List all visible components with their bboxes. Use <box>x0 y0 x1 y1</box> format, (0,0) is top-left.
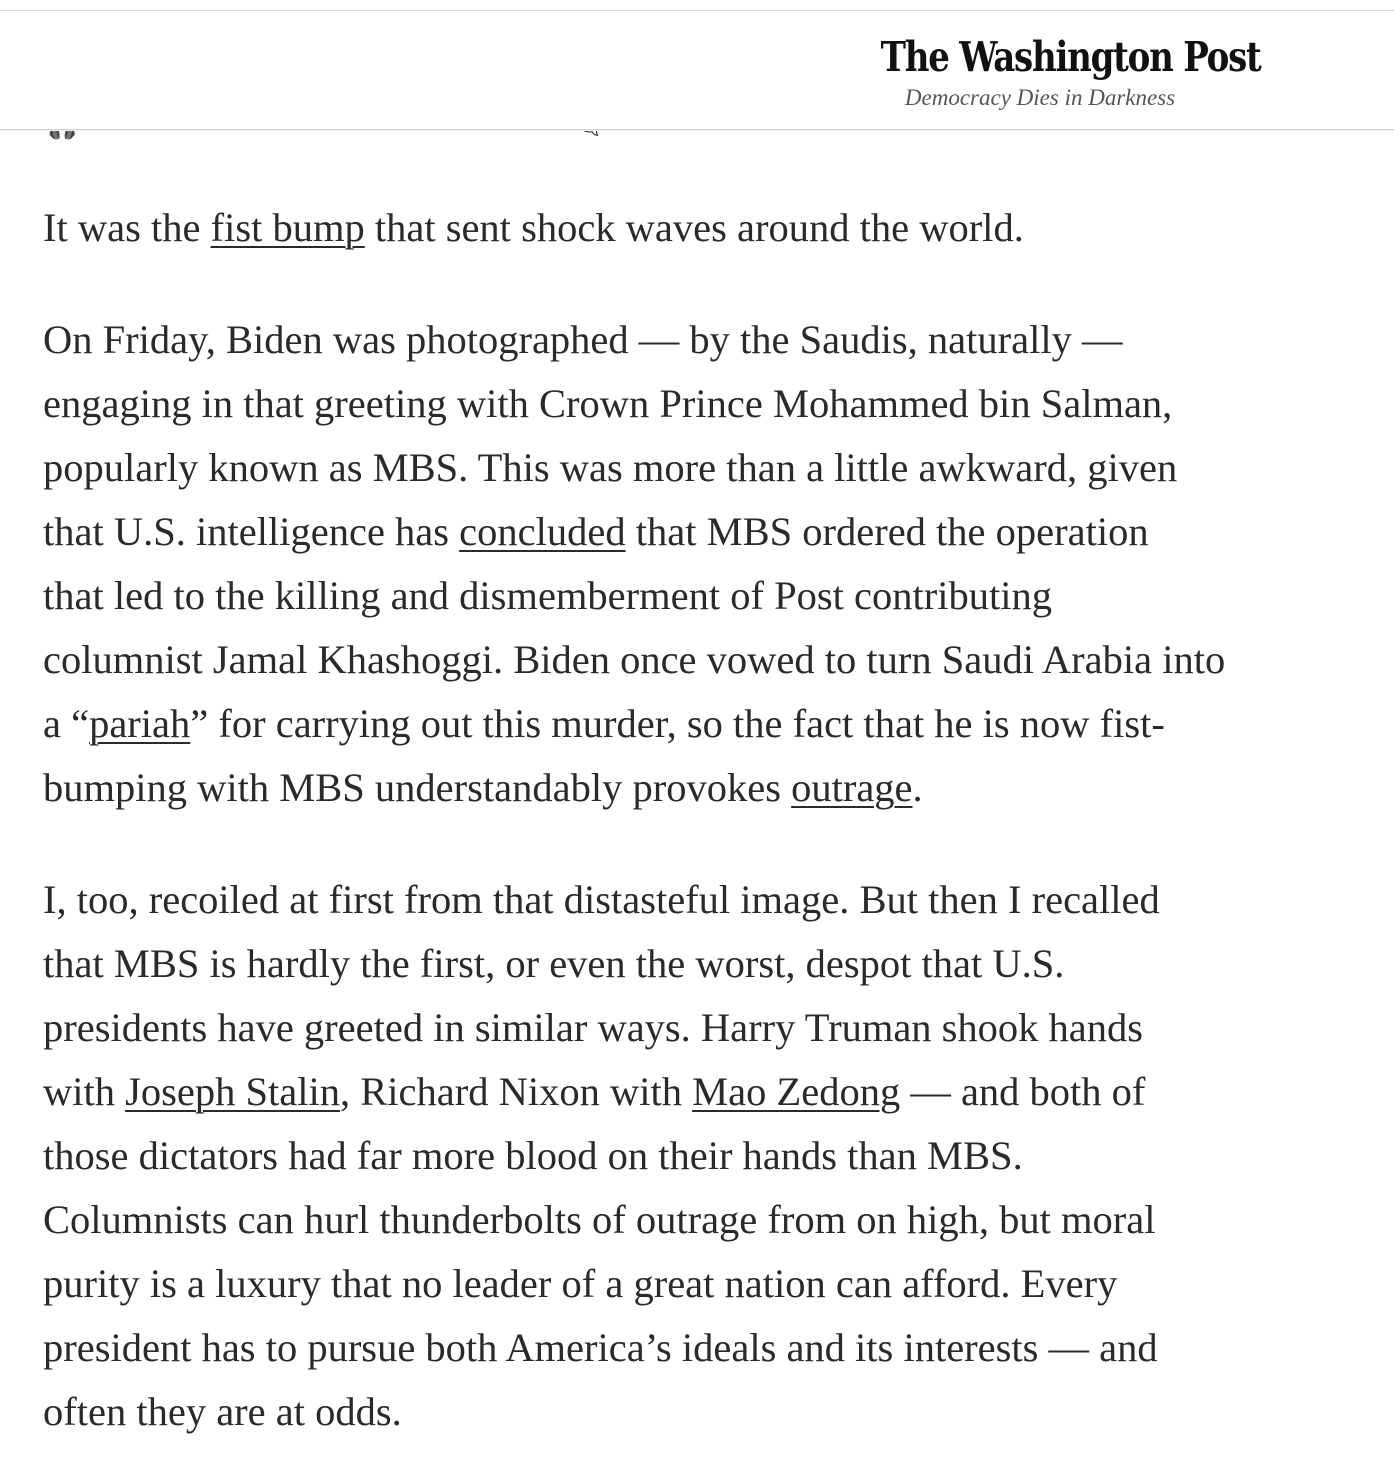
text-line: On Friday, Biden was photographed — by the Saudis, naturally — <box>43 317 1123 362</box>
text-line: columnist Jamal Khashoggi. Biden once vowed to turn Saudi Arabia into <box>43 637 1226 682</box>
text-segment: that U.S. intelligence has <box>43 509 460 554</box>
text-segment: with <box>43 1069 126 1114</box>
text-line: those dictators had far more blood on their hands than MBS. <box>43 1133 1023 1178</box>
text-segment: — and both of <box>900 1069 1146 1114</box>
text-segment: It was the <box>43 205 211 250</box>
text-line: I, too, recoiled at first from that distasteful image. But then I recalled <box>43 877 1160 922</box>
paragraph-3 <box>43 868 1343 1444</box>
link-pariah[interactable]: pariah <box>89 701 191 746</box>
text-line: presidents have greeted in similar ways. Harry Truman shook hands <box>43 1005 1144 1050</box>
article-body <box>43 196 1343 1472</box>
text-line: president has to pursue both America’s ideals and its interests — and <box>43 1325 1158 1370</box>
paragraph-2 <box>43 308 1343 820</box>
text-segment: , Richard Nixon with <box>340 1069 693 1114</box>
link-mao-zedong[interactable]: Mao Zedong <box>692 1069 901 1114</box>
text-line: often they are at odds. <box>43 1389 402 1434</box>
text-line: purity is a luxury that no leader of a great nation can afford. Every <box>43 1261 1118 1306</box>
text-segment: ” for carrying out this murder, so the fact that he is now fist- <box>190 701 1165 746</box>
text-line: that led to the killing and dismemberment of Post contributing <box>43 573 1052 618</box>
text-segment: a “ <box>43 701 90 746</box>
text-segment: that MBS ordered the operation <box>625 509 1149 554</box>
link-fist-bump[interactable]: fist bump <box>210 205 365 250</box>
masthead-tagline: Democracy Dies in Darkness <box>904 85 1176 110</box>
text-line: Columnists can hurl thunderbolts of outrage from on high, but moral <box>43 1197 1156 1242</box>
washington-post-logo[interactable]: The Washington Post <box>880 33 1261 81</box>
link-joseph-stalin[interactable]: Joseph Stalin <box>125 1069 341 1114</box>
paragraph-1 <box>43 196 1343 260</box>
text-line: engaging in that greeting with Crown Prince Mohammed bin Salman, <box>43 381 1173 426</box>
masthead[interactable] <box>848 31 1261 111</box>
text-segment: . <box>912 765 923 810</box>
link-outrage[interactable]: outrage <box>791 765 913 810</box>
link-concluded[interactable]: concluded <box>459 509 626 554</box>
text-line: that MBS is hardly the first, or even the worst, despot that U.S. <box>43 941 1065 986</box>
text-line: popularly known as MBS. This was more than a little awkward, given <box>43 445 1178 490</box>
text-segment: that sent shock waves around the world. <box>364 205 1024 250</box>
site-header <box>0 11 1394 130</box>
text-segment: bumping with MBS understandably provokes <box>43 765 792 810</box>
